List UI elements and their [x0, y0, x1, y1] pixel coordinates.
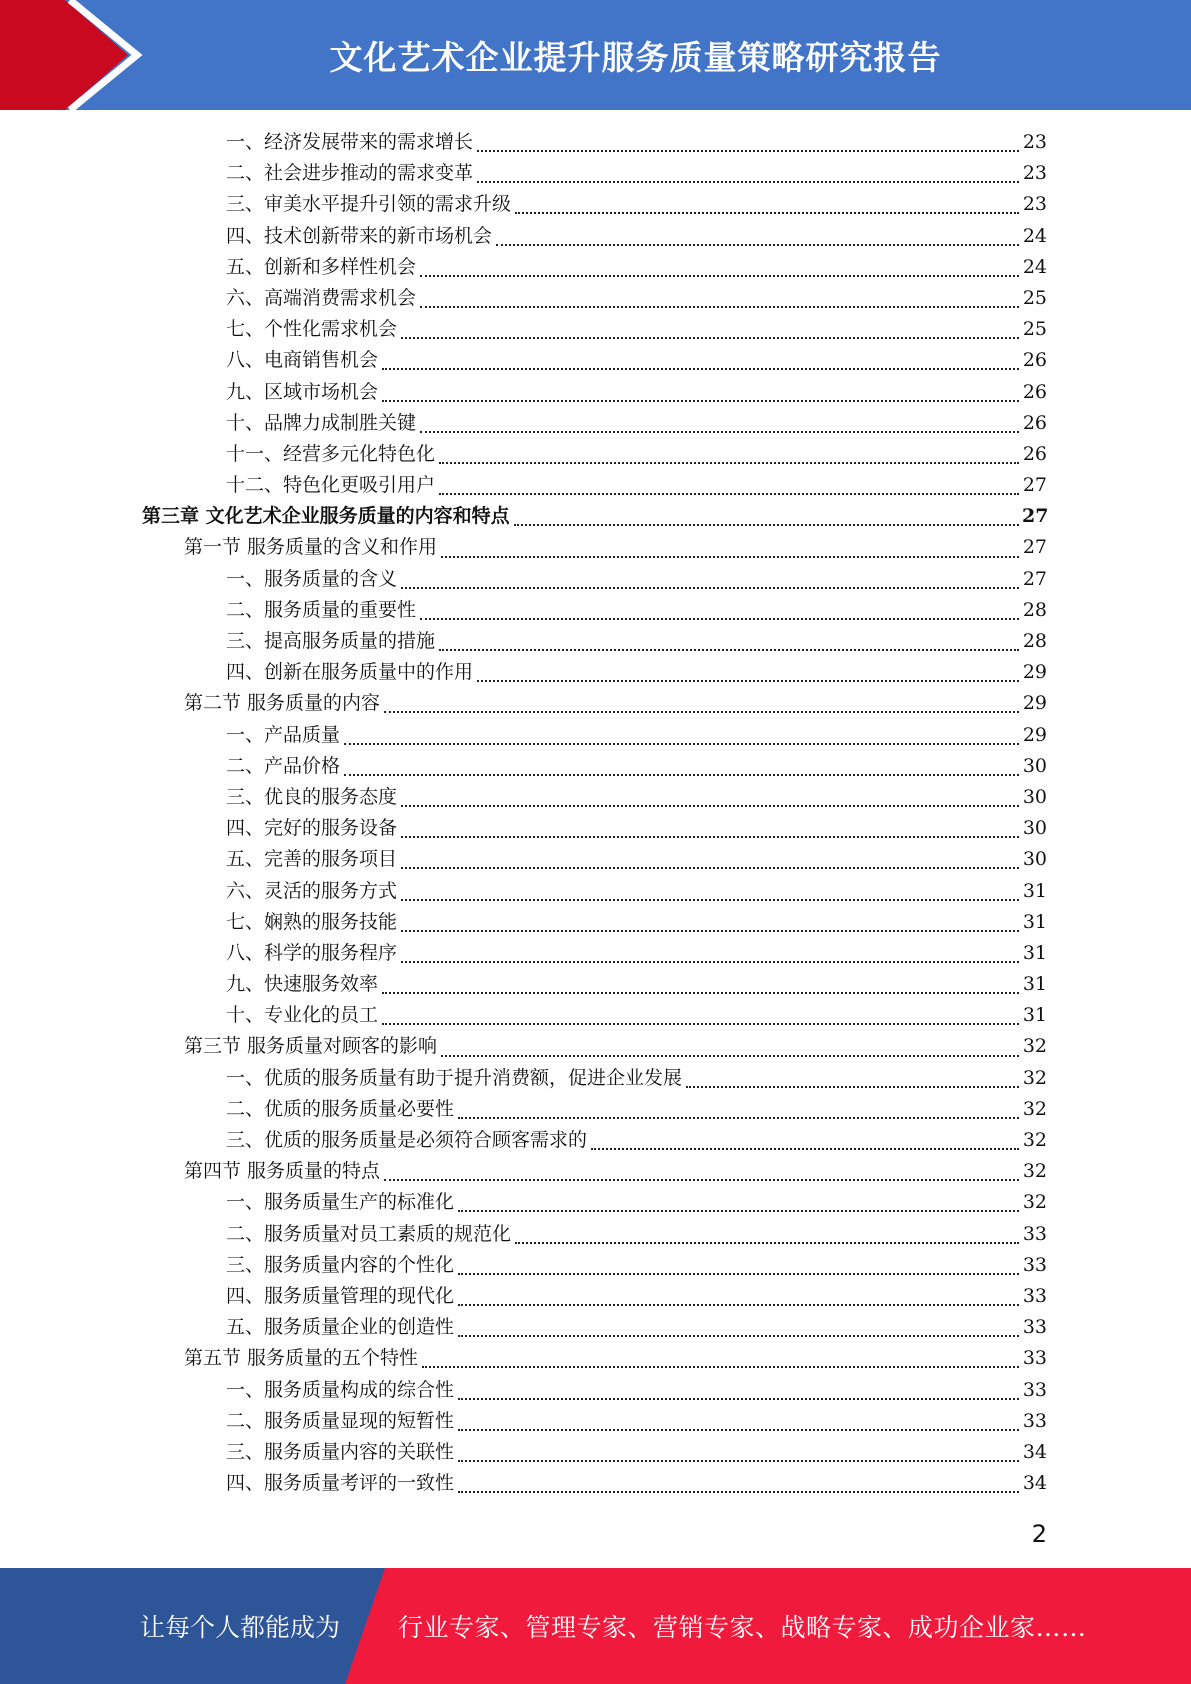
toc-entry-page: 25: [1022, 318, 1047, 341]
toc-entry-title: 三、服务质量内容的个性化: [226, 1253, 455, 1276]
toc-entry-title: 五、创新和多样性机会: [226, 255, 417, 278]
toc-dot-leader: [515, 1241, 1019, 1244]
toc-entry-page: 29: [1022, 723, 1047, 746]
toc-subsection-entry[interactable]: [0, 751, 1191, 782]
toc-entry-title: 第四节 服务质量的特点: [184, 1160, 381, 1183]
toc-entry-title: 四、创新在服务质量中的作用: [226, 661, 474, 684]
toc-section-entry[interactable]: [0, 532, 1191, 563]
toc-entry-page: 31: [1022, 879, 1047, 902]
toc-subsection-entry[interactable]: [0, 127, 1191, 158]
toc-subsection-entry[interactable]: [0, 938, 1191, 969]
toc-dot-leader: [420, 305, 1019, 308]
toc-entry-title: 三、优良的服务态度: [226, 785, 398, 808]
toc-entry-page: 27: [1022, 474, 1047, 497]
toc-entry-title: 十、专业化的员工: [226, 1004, 379, 1027]
toc-entry-page: 27: [1022, 567, 1047, 590]
toc-entry-page: 26: [1022, 349, 1047, 372]
toc-dot-leader: [401, 586, 1019, 589]
toc-entry-title: 四、服务质量管理的现代化: [226, 1284, 455, 1307]
toc-entry-page: 33: [1022, 1253, 1047, 1276]
page-header: [0, 0, 1191, 110]
toc-dot-leader: [401, 804, 1019, 807]
toc-subsection-entry[interactable]: [0, 1437, 1191, 1468]
toc-dot-leader: [439, 648, 1019, 651]
toc-entry-title: 五、服务质量企业的创造性: [226, 1316, 455, 1339]
toc-dot-leader: [401, 898, 1019, 901]
toc-dot-leader: [401, 960, 1019, 963]
toc-subsection-entry[interactable]: [0, 221, 1191, 252]
toc-entry-page: 34: [1022, 1472, 1047, 1495]
toc-entry-title: 一、服务质量生产的标准化: [226, 1191, 455, 1214]
toc-entry-page: 33: [1022, 1378, 1047, 1401]
toc-subsection-entry[interactable]: [0, 626, 1191, 657]
toc-entry-page: 31: [1022, 1004, 1047, 1027]
toc-subsection-entry[interactable]: [0, 876, 1191, 907]
toc-section-entry[interactable]: [0, 1343, 1191, 1374]
toc-subsection-entry[interactable]: [0, 969, 1191, 1000]
toc-entry-page: 32: [1022, 1066, 1047, 1089]
toc-entry-title: 九、区域市场机会: [226, 380, 379, 403]
toc-dot-leader: [496, 243, 1019, 246]
toc-subsection-entry[interactable]: [0, 1187, 1191, 1218]
toc-entry-page: 33: [1022, 1409, 1047, 1432]
toc-entry-title: 四、服务质量考评的一致性: [226, 1472, 455, 1495]
toc-entry-page: 32: [1022, 1129, 1047, 1151]
toc-subsection-entry[interactable]: [0, 1281, 1191, 1312]
toc-dot-leader: [382, 1022, 1019, 1025]
toc-dot-leader: [477, 180, 1019, 183]
toc-subsection-entry[interactable]: [0, 1375, 1191, 1406]
toc-entry-page: 29: [1022, 692, 1047, 715]
toc-subsection-entry[interactable]: [0, 1250, 1191, 1281]
toc-subsection-entry[interactable]: [0, 439, 1191, 470]
toc-subsection-entry[interactable]: [0, 314, 1191, 345]
toc-subsection-entry[interactable]: [0, 813, 1191, 844]
toc-dot-leader: [591, 1147, 1019, 1150]
toc-dot-leader: [420, 274, 1019, 277]
toc-entry-title: 二、优质的服务质量必要性: [226, 1097, 455, 1120]
toc-dot-leader: [458, 1303, 1019, 1306]
toc-entry-page: 27: [1022, 536, 1047, 559]
toc-entry-page: 30: [1022, 754, 1047, 777]
toc-entry-page: 28: [1022, 598, 1047, 621]
toc-entry-title: 三、优质的服务质量是必须符合顾客需求的: [226, 1129, 588, 1151]
toc-entry-page: 23: [1022, 131, 1047, 153]
toc-subsection-entry[interactable]: [0, 1406, 1191, 1437]
toc-entry-title: 四、技术创新带来的新市场机会: [226, 224, 493, 247]
toc-entry-page: 26: [1022, 411, 1047, 434]
toc-subsection-entry[interactable]: [0, 158, 1191, 189]
toc-subsection-entry[interactable]: [0, 595, 1191, 626]
toc-entry-title: 五、完善的服务项目: [226, 848, 398, 871]
toc-entry-title: 二、服务质量显现的短暂性: [226, 1409, 455, 1432]
toc-subsection-entry[interactable]: [0, 252, 1191, 283]
toc-dot-leader: [382, 399, 1019, 402]
toc-entry-title: 八、科学的服务程序: [226, 941, 398, 964]
toc-entry-page: 23: [1022, 193, 1047, 216]
toc-section-entry[interactable]: [0, 1031, 1191, 1062]
toc-entry-title: 七、娴熟的服务技能: [226, 910, 398, 933]
toc-entry-title: 第五节 服务质量的五个特性: [184, 1347, 419, 1370]
toc-entry-title: 二、产品价格: [226, 754, 341, 777]
toc-subsection-entry[interactable]: [0, 657, 1191, 688]
toc-entry-page: 31: [1022, 910, 1047, 933]
toc-dot-leader: [477, 149, 1019, 152]
toc-dot-leader: [458, 1116, 1019, 1119]
header-arrow-decoration: [0, 0, 160, 110]
toc-subsection-entry[interactable]: [0, 782, 1191, 813]
toc-entry-page: 26: [1022, 442, 1047, 465]
toc-dot-leader: [458, 1459, 1019, 1462]
toc-subsection-entry[interactable]: [0, 377, 1191, 408]
toc-dot-leader: [401, 336, 1019, 339]
toc-dot-leader: [344, 742, 1019, 745]
toc-dot-leader: [401, 866, 1019, 869]
toc-dot-leader: [515, 211, 1019, 214]
toc-entry-page: 26: [1022, 380, 1047, 403]
toc-entry-title: 二、服务质量对员工素质的规范化: [226, 1222, 512, 1245]
toc-dot-leader: [458, 1490, 1019, 1493]
toc-entry-title: 八、电商销售机会: [226, 349, 379, 372]
toc-dot-leader: [382, 991, 1019, 994]
toc-dot-leader: [514, 523, 1019, 526]
toc-dot-leader: [458, 1428, 1019, 1431]
toc-dot-leader: [441, 1054, 1019, 1057]
toc-dot-leader: [382, 367, 1019, 370]
toc-dot-leader: [458, 1272, 1019, 1275]
toc-subsection-entry[interactable]: [0, 844, 1191, 875]
toc-entry-title: 一、优质的服务质量有助于提升消费额，促进企业发展: [226, 1066, 683, 1089]
toc-entry-page: 30: [1022, 817, 1047, 840]
toc-dot-leader: [344, 773, 1019, 776]
toc-entry-page: 33: [1022, 1316, 1047, 1339]
toc-dot-leader: [439, 492, 1019, 495]
toc-subsection-entry[interactable]: [0, 408, 1191, 439]
toc-entry-page: 27: [1022, 505, 1049, 528]
toc-entry-page: 28: [1022, 630, 1047, 652]
toc-dot-leader: [686, 1085, 1019, 1088]
toc-subsection-entry[interactable]: [0, 1094, 1191, 1125]
toc-subsection-entry[interactable]: [0, 1312, 1191, 1343]
toc-entry-title: 三、服务质量内容的关联性: [226, 1440, 455, 1463]
toc-entry-title: 一、产品质量: [226, 723, 341, 746]
toc-entry-page: 25: [1022, 286, 1047, 309]
toc-entry-title: 二、服务质量的重要性: [226, 598, 417, 621]
toc-dot-leader: [384, 710, 1019, 713]
footer-slogan-left: 让每个人都能成为: [140, 1613, 341, 1642]
toc-entry-page: 33: [1022, 1347, 1047, 1370]
toc-entry-page: 33: [1022, 1284, 1047, 1307]
toc-entry-page: 24: [1022, 255, 1047, 278]
toc-subsection-entry[interactable]: [0, 1063, 1191, 1094]
toc-entry-page: 31: [1022, 941, 1047, 964]
toc-entry-title: 九、快速服务效率: [226, 973, 379, 996]
toc-chapter-entry[interactable]: [0, 501, 1191, 532]
toc-entry-title: 四、完好的服务设备: [226, 817, 398, 840]
page-footer: [0, 1568, 1191, 1684]
toc-entry-page: 33: [1022, 1222, 1047, 1245]
toc-entry-title: 十一、经营多元化特色化: [226, 442, 436, 465]
toc-entry-title: 一、经济发展带来的需求增长: [226, 131, 474, 153]
toc-dot-leader: [384, 1178, 1019, 1181]
toc-entry-page: 32: [1022, 1160, 1047, 1183]
toc-entry-title: 三、审美水平提升引领的需求升级: [226, 193, 512, 216]
toc-entry-page: 32: [1022, 1035, 1047, 1058]
toc-section-entry[interactable]: [0, 688, 1191, 719]
toc-subsection-entry[interactable]: [0, 1125, 1191, 1156]
toc-dot-leader: [401, 835, 1019, 838]
report-title: 文化艺术企业提升服务质量策略研究报告: [329, 37, 942, 77]
toc-dot-leader: [441, 555, 1019, 558]
toc-entry-page: 30: [1022, 785, 1047, 808]
toc-entry-title: 一、服务质量的含义: [226, 567, 398, 590]
toc-entry-title: 一、服务质量构成的综合性: [226, 1378, 455, 1401]
toc-subsection-entry[interactable]: [0, 345, 1191, 376]
toc-dot-leader: [422, 1365, 1019, 1368]
toc-entry-title: 六、高端消费需求机会: [226, 286, 417, 309]
toc-entry-title: 二、社会进步推动的需求变革: [226, 162, 474, 185]
toc-entry-page: 29: [1022, 661, 1047, 684]
toc-dot-leader: [458, 1334, 1019, 1337]
toc-entry-title: 十二、特色化更吸引用户: [226, 474, 436, 497]
toc-subsection-entry[interactable]: [0, 283, 1191, 314]
toc-subsection-entry[interactable]: [0, 1000, 1191, 1031]
toc-entry-page: 34: [1022, 1440, 1047, 1463]
toc-subsection-entry[interactable]: [0, 470, 1191, 501]
toc-entry-page: 30: [1022, 848, 1047, 871]
toc-entry-title: 六、灵活的服务方式: [226, 879, 398, 902]
toc-dot-leader: [439, 461, 1019, 464]
toc-subsection-entry[interactable]: [0, 720, 1191, 751]
toc-dot-leader: [477, 679, 1019, 682]
page-number: 2: [1031, 1520, 1047, 1548]
toc-entry-page: 32: [1022, 1097, 1047, 1120]
toc-section-entry[interactable]: [0, 1156, 1191, 1187]
toc-entry-page: 31: [1022, 973, 1047, 996]
toc-entry-title: 第三章 文化艺术企业服务质量的内容和特点: [142, 505, 510, 528]
toc-entry-page: 32: [1022, 1191, 1047, 1214]
toc-subsection-entry[interactable]: [0, 564, 1191, 595]
toc-dot-leader: [458, 1397, 1019, 1400]
toc-entry-title: 第二节 服务质量的内容: [184, 692, 381, 715]
toc-entry-page: 23: [1022, 162, 1047, 185]
toc-dot-leader: [458, 1209, 1019, 1212]
toc-subsection-entry[interactable]: [0, 907, 1191, 938]
toc-entry-title: 第三节 服务质量对顾客的影响: [184, 1035, 438, 1058]
toc-dot-leader: [401, 929, 1019, 932]
toc-entry-page: 24: [1022, 224, 1047, 247]
toc-entry-title: 三、提高服务质量的措施: [226, 630, 436, 652]
toc-subsection-entry[interactable]: [0, 1468, 1191, 1499]
toc-entry-title: 十、品牌力成制胜关键: [226, 411, 417, 434]
toc-entry-title: 第一节 服务质量的含义和作用: [184, 536, 438, 559]
toc-subsection-entry[interactable]: [0, 1219, 1191, 1250]
toc-dot-leader: [420, 430, 1019, 433]
toc-subsection-entry[interactable]: [0, 189, 1191, 220]
footer-slogan-right: 行业专家、管理专家、营销专家、战略专家、成功企业家……: [398, 1613, 1087, 1642]
table-of-contents: [0, 127, 1191, 1499]
toc-dot-leader: [420, 617, 1019, 620]
toc-entry-title: 七、个性化需求机会: [226, 318, 398, 341]
